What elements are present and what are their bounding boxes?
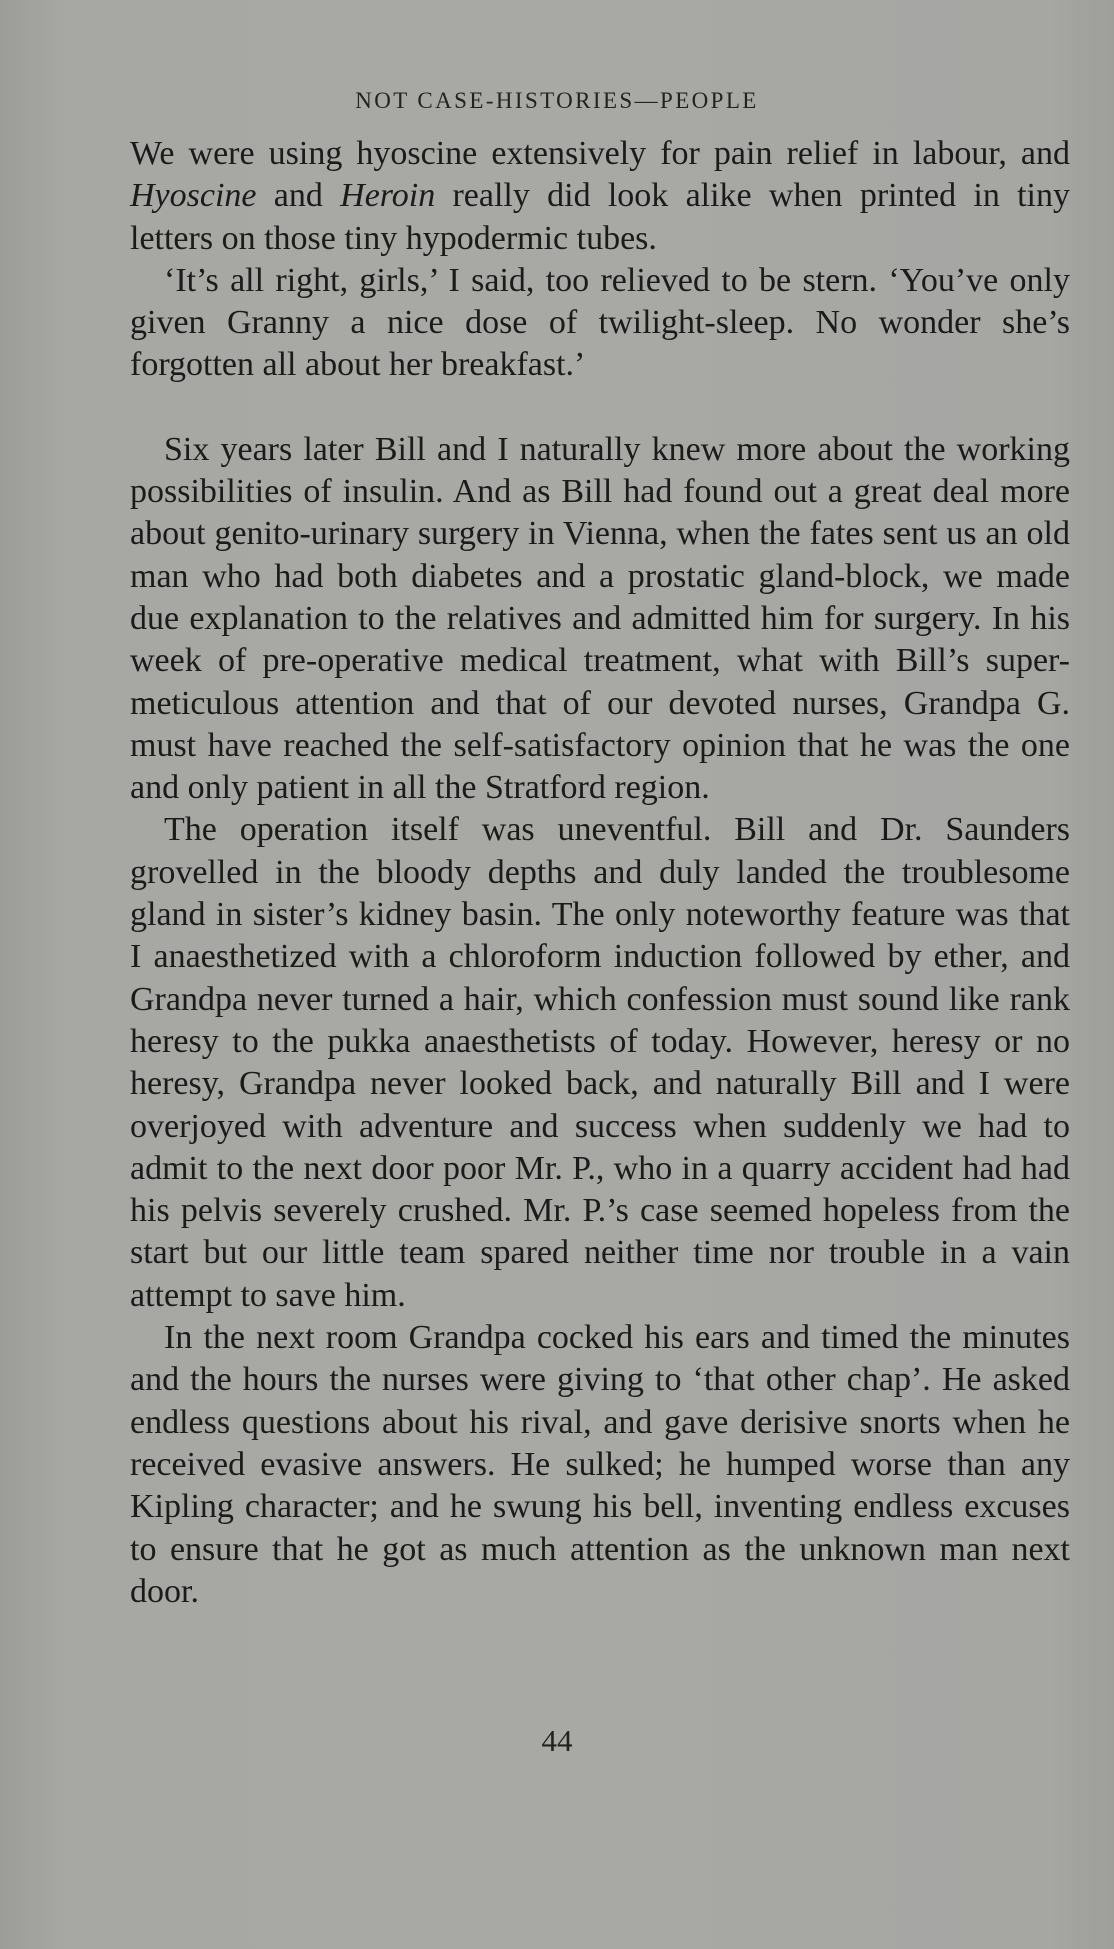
page-number: 44 <box>541 1723 573 1758</box>
paragraph-1-part-a: We were using hyoscine extensively for pain relief in labour, and <box>130 135 1070 172</box>
body-text <box>130 133 1070 1613</box>
paragraph-4: The operation itself was uneventful. Bill and Dr. Saunders grovelled in the bloody depths and duly landed the troublesome gland in sister’s kidney basin. The only noteworthy feature was that I anaesthetized with a chloroform induction followed by ether, and Grandpa never turned a hair, which confession must sound like rank heresy to the pukka anaesthetists of today. However, heresy or no heresy, Grandpa never looked back, and naturally Bill and I were overjoyed with adventure and success when suddenly we had to admit to the next door poor Mr. P., who in a quarry accident had had his pelvis severely crushed. Mr. P.’s case seemed hopeless from the start but our little team spared neither time nor trouble in a vain attempt to save him. <box>130 811 1070 1314</box>
paragraph-1-part-b: and <box>256 177 341 215</box>
paragraph-3: Six years later Bill and I naturally knew more about the working possibilities of insulin. And as Bill had found out a great deal more about genito-urinary surgery in Vienna, when the fates sent us an old man who had both diabetes and a prostatic gland-block, we made due explanation to the relatives and admitted him for surgery. In his week of pre-operative medical treatment, what with Bill’s super-meticulous attention and that of our devoted nurses, Grandpa G. must have reached the self-satisfactory opinion that he was the one and only patient in all the Stratford region. <box>130 430 1070 807</box>
running-head: NOT CASE-HISTORIES—PEOPLE <box>355 88 759 113</box>
paragraph-5: In the next room Grandpa cocked his ears and timed the minutes and the hours the nurses were giving to ‘that other chap’. He asked endless questions about his rival, and gave derisive snorts when he received evasive answers. He sulked; he humped worse than any Kipling character; and he swung his bell, inventing endless excuses to ensure that he got as much attention as the unknown man next door. <box>130 1319 1070 1610</box>
paragraph-1-part-c: really did look alike when printed in tiny letters on those tiny hypodermic tubes. <box>130 177 1071 257</box>
italic-term-heroin: Heroin <box>340 177 436 215</box>
italic-term-hyoscine: Hyoscine <box>130 177 257 215</box>
paragraph-2: ‘It’s all right, girls,’ I said, too relieved to be stern. ‘You’ve only given Granny a nice dose of twilight-sleep. No wonder she’s forgotten all about her breakfast.’ <box>130 261 1070 384</box>
paragraph-1 <box>130 133 1070 260</box>
